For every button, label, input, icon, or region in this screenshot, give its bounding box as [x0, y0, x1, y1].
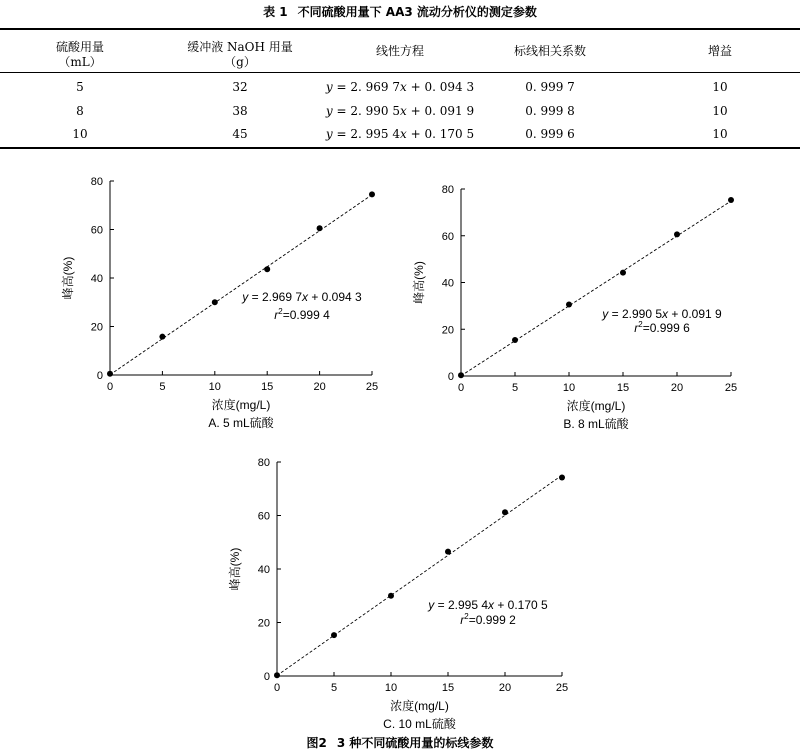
- table-cell: 45: [232, 127, 248, 141]
- y-tick-label: 60: [90, 224, 103, 237]
- chart-title: A. 5 mL硫酸: [208, 416, 274, 430]
- header-sulfuric-unit: （mL）: [58, 55, 102, 69]
- data-point: [264, 266, 270, 272]
- x-tick-label: 20: [670, 382, 684, 394]
- table-cell: 0. 999 6: [525, 127, 575, 141]
- y-tick-label: 20: [441, 324, 454, 337]
- data-point: [512, 337, 518, 343]
- table-cell-equation: y = 2. 990 5x + 0. 091 9: [325, 104, 475, 118]
- y-tick-label: 0: [96, 370, 103, 382]
- table-cell: 0. 999 8: [525, 104, 575, 118]
- x-tick-label: 10: [208, 381, 221, 393]
- y-tick-label: 20: [90, 321, 103, 334]
- y-tick-label: 40: [257, 564, 270, 576]
- y-tick-label: 40: [441, 277, 454, 290]
- fit-line: [461, 201, 731, 376]
- header-r: 标线相关系数: [513, 44, 586, 58]
- data-point: [728, 197, 734, 203]
- x-tick-label: 15: [616, 382, 630, 394]
- header-sulfuric: 硫酸用量: [55, 40, 104, 54]
- data-point: [458, 372, 464, 378]
- table-cell: 10: [712, 127, 728, 141]
- data-point: [107, 371, 113, 377]
- x-tick-label: 0: [273, 682, 281, 694]
- table-cell: 5: [76, 80, 84, 94]
- figure-title: 3 种不同硫酸用量的标线参数: [336, 736, 494, 750]
- y-tick-label: 60: [257, 510, 270, 523]
- data-point: [317, 225, 323, 231]
- fit-equation: y = 2.995 4x + 0.170 5: [428, 598, 548, 612]
- table-cell: 10: [712, 80, 728, 94]
- table-cell: 32: [232, 80, 248, 94]
- x-tick-label: 25: [724, 382, 738, 394]
- table-cell: 0. 999 7: [525, 80, 575, 94]
- y-tick-label: 80: [257, 457, 270, 469]
- y-tick-label: 80: [441, 184, 454, 196]
- chart-title: B. 8 mL硫酸: [563, 417, 629, 431]
- x-tick-label: 5: [330, 682, 338, 694]
- table-cell: 10: [712, 104, 728, 118]
- fit-equation: y = 2.990 5x + 0.091 9: [602, 307, 722, 321]
- x-tick-label: 15: [441, 682, 455, 694]
- y-axis-label: 峰高(%): [228, 547, 242, 591]
- header-naoh: 缓冲液 NaOH 用量: [187, 40, 293, 54]
- x-axis-label: 浓度(mg/L): [211, 398, 271, 412]
- x-tick-label: 15: [261, 381, 274, 393]
- y-tick-label: 0: [263, 671, 270, 683]
- data-point: [274, 672, 280, 678]
- fit-r-squared: $r^2=0.999$ 4: [274, 307, 330, 322]
- x-tick-label: 0: [106, 381, 114, 393]
- y-axis-label: 峰高(%): [61, 256, 75, 300]
- table-cell: 10: [72, 127, 88, 141]
- figure-caption: [0, 734, 800, 751]
- chart-title: C. 10 mL硫酸: [383, 717, 456, 731]
- header-naoh-unit: （g）: [224, 55, 256, 69]
- data-point: [559, 475, 565, 481]
- fit-r-squared: $r^2=0.999$ 6: [634, 320, 690, 335]
- x-axis-label: 浓度(mg/L): [390, 699, 449, 713]
- data-point: [674, 231, 680, 237]
- fit-r-squared: $r^2=0.999$ 2: [460, 612, 516, 627]
- x-tick-label: 5: [159, 381, 166, 393]
- y-tick-label: 20: [257, 617, 270, 630]
- header-gain: 增益: [707, 44, 732, 58]
- table-caption: 不同硫酸用量下 AA3 流动分析仪的测定参数: [297, 5, 537, 19]
- data-point: [566, 301, 572, 307]
- fit-equation: y = 2.969 7x + 0.094 3: [242, 290, 362, 304]
- table-label: 表 1: [263, 5, 288, 19]
- x-tick-label: 20: [313, 381, 326, 393]
- x-tick-label: 20: [498, 682, 512, 694]
- data-point: [331, 632, 337, 638]
- header-equation: 线性方程: [375, 44, 424, 58]
- table-cell: 8: [76, 104, 84, 118]
- table-cell-equation: y = 2. 969 7x + 0. 094 3: [325, 80, 475, 94]
- y-tick-label: 80: [90, 176, 103, 188]
- x-tick-label: 10: [384, 682, 398, 694]
- x-tick-label: 0: [457, 382, 465, 394]
- data-point: [212, 299, 218, 305]
- data-point: [369, 191, 375, 197]
- x-tick-label: 10: [562, 382, 576, 394]
- fit-line: [110, 195, 372, 375]
- x-tick-label: 25: [365, 381, 379, 393]
- y-tick-label: 40: [90, 273, 103, 285]
- data-point: [445, 549, 451, 555]
- y-tick-label: 0: [447, 371, 454, 383]
- x-tick-label: 25: [555, 682, 569, 694]
- data-point: [388, 593, 394, 599]
- x-axis-label: 浓度(mg/L): [566, 399, 626, 413]
- x-tick-label: 5: [511, 382, 519, 394]
- data-point: [159, 334, 165, 340]
- data-point: [620, 270, 626, 276]
- y-axis-label: 峰高(%): [412, 261, 426, 304]
- fit-line: [277, 475, 562, 675]
- y-tick-label: 60: [441, 230, 454, 243]
- figure-label: 图2: [306, 736, 327, 750]
- table-cell: 38: [232, 104, 248, 118]
- data-point: [502, 509, 508, 515]
- table-cell-equation: y = 2. 995 4x + 0. 170 5: [325, 127, 475, 141]
